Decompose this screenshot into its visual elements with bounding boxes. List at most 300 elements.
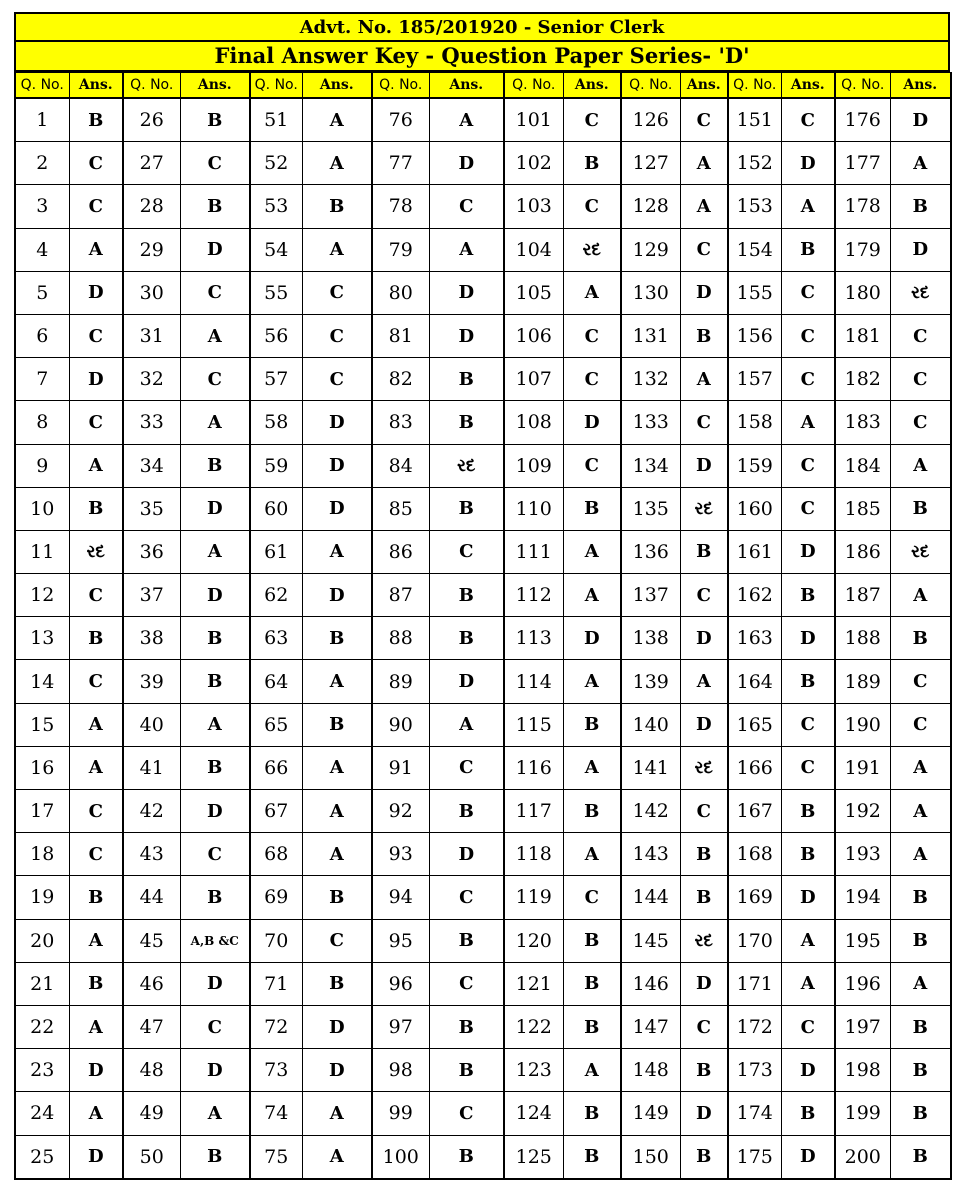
- question-number: 138: [621, 617, 680, 660]
- answer-value: B: [781, 660, 835, 703]
- answer-value: B: [890, 1049, 951, 1092]
- question-number: 113: [504, 617, 563, 660]
- answer-value: B: [563, 703, 621, 746]
- question-number: 54: [250, 228, 302, 271]
- answer-value: C: [890, 401, 951, 444]
- answer-value: A: [680, 358, 728, 401]
- question-number: 120: [504, 919, 563, 962]
- question-number: 102: [504, 142, 563, 185]
- question-number: 135: [621, 487, 680, 530]
- answer-value: B: [429, 358, 504, 401]
- answer-value: A: [680, 185, 728, 228]
- question-number: 91: [372, 746, 429, 789]
- answer-value: A: [890, 962, 951, 1005]
- answer-value: A: [890, 444, 951, 487]
- question-number: 106: [504, 314, 563, 357]
- answer-value: B: [680, 833, 728, 876]
- question-number: 187: [835, 574, 890, 617]
- question-number: 31: [123, 314, 180, 357]
- question-number: 55: [250, 271, 302, 314]
- answer-value: C: [781, 1005, 835, 1048]
- answer-value: C: [69, 660, 123, 703]
- question-number: 129: [621, 228, 680, 271]
- question-number: 8: [15, 401, 69, 444]
- question-number: 191: [835, 746, 890, 789]
- question-number: 189: [835, 660, 890, 703]
- table-row: [15, 228, 951, 271]
- question-number: 200: [835, 1135, 890, 1179]
- answer-value: A: [563, 271, 621, 314]
- question-number: 167: [728, 790, 781, 833]
- answer-value: B: [429, 617, 504, 660]
- question-number: 92: [372, 790, 429, 833]
- question-number: 52: [250, 142, 302, 185]
- answer-value: A: [781, 962, 835, 1005]
- question-number: 195: [835, 919, 890, 962]
- table-row: [15, 314, 951, 357]
- answer-value: C: [680, 401, 728, 444]
- question-number: 76: [372, 98, 429, 142]
- question-number: 22: [15, 1005, 69, 1048]
- question-number: 66: [250, 746, 302, 789]
- table-row: [15, 919, 951, 962]
- answer-value: A: [563, 530, 621, 573]
- table-row: [15, 660, 951, 703]
- answer-value: B: [680, 530, 728, 573]
- answer-value: C: [680, 228, 728, 271]
- question-number: 199: [835, 1092, 890, 1135]
- question-number: 13: [15, 617, 69, 660]
- answer-value: D: [680, 962, 728, 1005]
- question-number: 197: [835, 1005, 890, 1048]
- header-question-number: Q. No.: [15, 73, 69, 99]
- answer-value: B: [781, 574, 835, 617]
- question-number: 126: [621, 98, 680, 142]
- question-number: 141: [621, 746, 680, 789]
- question-number: 196: [835, 962, 890, 1005]
- answer-value: C: [781, 271, 835, 314]
- question-number: 88: [372, 617, 429, 660]
- question-number: 122: [504, 1005, 563, 1048]
- answer-value: C: [781, 487, 835, 530]
- answer-value: A: [180, 401, 250, 444]
- table-row: [15, 1005, 951, 1048]
- answer-value: D: [429, 314, 504, 357]
- answer-value: D: [429, 660, 504, 703]
- question-number: 70: [250, 919, 302, 962]
- table-row: [15, 401, 951, 444]
- question-number: 95: [372, 919, 429, 962]
- question-number: 145: [621, 919, 680, 962]
- question-number: 136: [621, 530, 680, 573]
- answer-value: A: [890, 574, 951, 617]
- question-number: 147: [621, 1005, 680, 1048]
- question-number: 103: [504, 185, 563, 228]
- question-number: 69: [250, 876, 302, 919]
- answer-value: B: [180, 444, 250, 487]
- question-number: 190: [835, 703, 890, 746]
- answer-value: D: [302, 487, 372, 530]
- question-number: 185: [835, 487, 890, 530]
- question-number: 152: [728, 142, 781, 185]
- question-number: 77: [372, 142, 429, 185]
- answer-value: C: [429, 1092, 504, 1135]
- answer-value: C: [781, 746, 835, 789]
- question-number: 68: [250, 833, 302, 876]
- answer-value: રદ: [680, 919, 728, 962]
- question-number: 148: [621, 1049, 680, 1092]
- answer-value: C: [890, 660, 951, 703]
- answer-value: A: [69, 1092, 123, 1135]
- answer-value: D: [302, 1005, 372, 1048]
- answer-value: C: [69, 790, 123, 833]
- header-question-number: Q. No.: [504, 73, 563, 99]
- answer-value: A: [781, 919, 835, 962]
- answer-value: C: [69, 314, 123, 357]
- question-number: 11: [15, 530, 69, 573]
- answer-value: D: [302, 574, 372, 617]
- answer-value: C: [890, 358, 951, 401]
- answer-value: A: [680, 142, 728, 185]
- answer-value: D: [180, 962, 250, 1005]
- question-number: 156: [728, 314, 781, 357]
- answer-value: A: [302, 228, 372, 271]
- answer-value: D: [302, 1049, 372, 1092]
- question-number: 132: [621, 358, 680, 401]
- question-number: 98: [372, 1049, 429, 1092]
- answer-value: B: [69, 876, 123, 919]
- answer-value: D: [429, 271, 504, 314]
- question-number: 171: [728, 962, 781, 1005]
- table-row: [15, 444, 951, 487]
- answer-value: B: [429, 1135, 504, 1179]
- answer-value: A: [302, 1135, 372, 1179]
- question-number: 140: [621, 703, 680, 746]
- answer-value: C: [69, 574, 123, 617]
- question-number: 83: [372, 401, 429, 444]
- table-row: [15, 1135, 951, 1179]
- answer-value: D: [781, 617, 835, 660]
- question-number: 20: [15, 919, 69, 962]
- question-number: 72: [250, 1005, 302, 1048]
- answer-value: D: [69, 358, 123, 401]
- answer-value: C: [302, 314, 372, 357]
- question-number: 73: [250, 1049, 302, 1092]
- table-row: [15, 1092, 951, 1135]
- question-number: 159: [728, 444, 781, 487]
- answer-value: B: [429, 401, 504, 444]
- answer-value: C: [563, 876, 621, 919]
- question-number: 9: [15, 444, 69, 487]
- answer-value: A: [180, 314, 250, 357]
- answer-key-sheet: [14, 12, 950, 1180]
- question-number: 161: [728, 530, 781, 573]
- answer-value: C: [781, 703, 835, 746]
- question-number: 18: [15, 833, 69, 876]
- answer-value: D: [302, 401, 372, 444]
- answer-value: C: [680, 1005, 728, 1048]
- table-body: [15, 98, 951, 1179]
- question-number: 3: [15, 185, 69, 228]
- answer-value: D: [429, 142, 504, 185]
- question-number: 144: [621, 876, 680, 919]
- answer-value: B: [563, 1135, 621, 1179]
- question-number: 25: [15, 1135, 69, 1179]
- question-number: 48: [123, 1049, 180, 1092]
- header-answer: Ans.: [890, 73, 951, 99]
- answer-value: A: [429, 98, 504, 142]
- question-number: 53: [250, 185, 302, 228]
- answer-value: A: [680, 660, 728, 703]
- question-number: 194: [835, 876, 890, 919]
- question-number: 176: [835, 98, 890, 142]
- question-number: 27: [123, 142, 180, 185]
- question-number: 155: [728, 271, 781, 314]
- question-number: 130: [621, 271, 680, 314]
- answer-value: B: [890, 185, 951, 228]
- answer-value: રદ: [563, 228, 621, 271]
- answer-value: A: [69, 703, 123, 746]
- question-number: 170: [728, 919, 781, 962]
- question-number: 124: [504, 1092, 563, 1135]
- answer-value: C: [302, 919, 372, 962]
- question-number: 50: [123, 1135, 180, 1179]
- header-question-number: Q. No.: [621, 73, 680, 99]
- answer-value: C: [180, 142, 250, 185]
- answer-value: C: [680, 790, 728, 833]
- answer-value: B: [429, 574, 504, 617]
- answer-value: A: [180, 703, 250, 746]
- answer-value: B: [180, 660, 250, 703]
- answer-value: C: [429, 962, 504, 1005]
- question-number: 34: [123, 444, 180, 487]
- answer-value: C: [429, 185, 504, 228]
- answer-value: B: [563, 1005, 621, 1048]
- question-number: 166: [728, 746, 781, 789]
- table-row: [15, 358, 951, 401]
- answer-value: B: [680, 314, 728, 357]
- question-number: 85: [372, 487, 429, 530]
- answer-value: B: [890, 617, 951, 660]
- answer-value: B: [563, 919, 621, 962]
- question-number: 39: [123, 660, 180, 703]
- question-number: 173: [728, 1049, 781, 1092]
- answer-value: A: [69, 444, 123, 487]
- answer-value: C: [781, 98, 835, 142]
- question-number: 180: [835, 271, 890, 314]
- answer-value: D: [680, 1092, 728, 1135]
- answer-value: B: [302, 617, 372, 660]
- answer-value: B: [429, 487, 504, 530]
- answer-key-table: [14, 72, 952, 1180]
- answer-value: A: [302, 530, 372, 573]
- answer-value: D: [69, 271, 123, 314]
- question-number: 51: [250, 98, 302, 142]
- answer-value: રદ: [69, 530, 123, 573]
- answer-value: A: [563, 1049, 621, 1092]
- table-row: [15, 746, 951, 789]
- question-number: 110: [504, 487, 563, 530]
- question-number: 42: [123, 790, 180, 833]
- question-number: 175: [728, 1135, 781, 1179]
- question-number: 82: [372, 358, 429, 401]
- answer-value: A: [781, 401, 835, 444]
- answer-value: A: [890, 746, 951, 789]
- question-number: 60: [250, 487, 302, 530]
- answer-value: D: [180, 487, 250, 530]
- question-number: 149: [621, 1092, 680, 1135]
- question-number: 151: [728, 98, 781, 142]
- question-number: 10: [15, 487, 69, 530]
- question-number: 4: [15, 228, 69, 271]
- question-number: 118: [504, 833, 563, 876]
- question-number: 165: [728, 703, 781, 746]
- question-number: 7: [15, 358, 69, 401]
- table-row: [15, 530, 951, 573]
- answer-value: B: [781, 1092, 835, 1135]
- answer-value: C: [69, 142, 123, 185]
- question-number: 178: [835, 185, 890, 228]
- answer-value: C: [180, 271, 250, 314]
- answer-value: B: [563, 487, 621, 530]
- question-number: 119: [504, 876, 563, 919]
- question-number: 97: [372, 1005, 429, 1048]
- answer-value: C: [781, 444, 835, 487]
- answer-value: B: [563, 790, 621, 833]
- question-number: 81: [372, 314, 429, 357]
- question-number: 112: [504, 574, 563, 617]
- table-row: [15, 487, 951, 530]
- answer-value: C: [781, 358, 835, 401]
- question-number: 58: [250, 401, 302, 444]
- question-number: 19: [15, 876, 69, 919]
- answer-value: D: [180, 790, 250, 833]
- answer-value: B: [69, 617, 123, 660]
- answer-value: A: [429, 228, 504, 271]
- table-row: [15, 271, 951, 314]
- answer-value: D: [890, 98, 951, 142]
- answer-value: A: [563, 660, 621, 703]
- answer-value: B: [302, 185, 372, 228]
- header-answer: Ans.: [180, 73, 250, 99]
- header-question-number: Q. No.: [123, 73, 180, 99]
- header-question-number: Q. No.: [372, 73, 429, 99]
- question-number: 179: [835, 228, 890, 271]
- answer-value: C: [429, 876, 504, 919]
- question-number: 146: [621, 962, 680, 1005]
- answer-value: B: [180, 1135, 250, 1179]
- answer-value: C: [429, 746, 504, 789]
- answer-value: B: [302, 703, 372, 746]
- answer-value: B: [563, 962, 621, 1005]
- question-number: 96: [372, 962, 429, 1005]
- answer-value: D: [781, 530, 835, 573]
- question-number: 198: [835, 1049, 890, 1092]
- answer-value: C: [890, 314, 951, 357]
- answer-value: B: [890, 1135, 951, 1179]
- question-number: 162: [728, 574, 781, 617]
- answer-value: B: [180, 746, 250, 789]
- question-number: 164: [728, 660, 781, 703]
- table-row: [15, 617, 951, 660]
- answer-value: A: [302, 660, 372, 703]
- answer-value: રદ: [680, 487, 728, 530]
- answer-value: B: [781, 833, 835, 876]
- answer-value: C: [180, 833, 250, 876]
- answer-value: B: [563, 142, 621, 185]
- question-number: 115: [504, 703, 563, 746]
- answer-value: D: [680, 271, 728, 314]
- question-number: 174: [728, 1092, 781, 1135]
- answer-value: B: [781, 228, 835, 271]
- answer-value: A: [302, 1092, 372, 1135]
- question-number: 67: [250, 790, 302, 833]
- answer-value: B: [69, 487, 123, 530]
- question-number: 104: [504, 228, 563, 271]
- question-number: 143: [621, 833, 680, 876]
- answer-value: B: [180, 876, 250, 919]
- answer-value: C: [563, 358, 621, 401]
- question-number: 24: [15, 1092, 69, 1135]
- answer-value: D: [429, 833, 504, 876]
- question-number: 1: [15, 98, 69, 142]
- question-number: 15: [15, 703, 69, 746]
- answer-value: D: [680, 444, 728, 487]
- table-row: [15, 185, 951, 228]
- question-number: 6: [15, 314, 69, 357]
- answer-value: B: [180, 98, 250, 142]
- answer-value: B: [680, 876, 728, 919]
- question-number: 193: [835, 833, 890, 876]
- answer-value: રદ: [890, 271, 951, 314]
- answer-value: D: [781, 876, 835, 919]
- answer-value: D: [69, 1049, 123, 1092]
- header-answer: Ans.: [302, 73, 372, 99]
- question-number: 64: [250, 660, 302, 703]
- table-row: [15, 876, 951, 919]
- question-number: 26: [123, 98, 180, 142]
- answer-value: A: [302, 746, 372, 789]
- question-number: 123: [504, 1049, 563, 1092]
- question-number: 183: [835, 401, 890, 444]
- question-number: 188: [835, 617, 890, 660]
- question-number: 84: [372, 444, 429, 487]
- answer-value: D: [563, 617, 621, 660]
- question-number: 169: [728, 876, 781, 919]
- table-row: [15, 703, 951, 746]
- answer-value: D: [781, 142, 835, 185]
- answer-value: C: [563, 98, 621, 142]
- answer-value: D: [563, 401, 621, 444]
- question-number: 65: [250, 703, 302, 746]
- question-number: 33: [123, 401, 180, 444]
- question-number: 46: [123, 962, 180, 1005]
- table-row: [15, 1049, 951, 1092]
- question-number: 36: [123, 530, 180, 573]
- answer-value: B: [890, 487, 951, 530]
- question-number: 5: [15, 271, 69, 314]
- answer-value: C: [69, 833, 123, 876]
- question-number: 32: [123, 358, 180, 401]
- question-number: 79: [372, 228, 429, 271]
- answer-value: B: [69, 962, 123, 1005]
- header-question-number: Q. No.: [728, 73, 781, 99]
- answer-value: B: [890, 1005, 951, 1048]
- answer-value: રદ: [890, 530, 951, 573]
- answer-value: C: [69, 185, 123, 228]
- question-number: 186: [835, 530, 890, 573]
- question-number: 163: [728, 617, 781, 660]
